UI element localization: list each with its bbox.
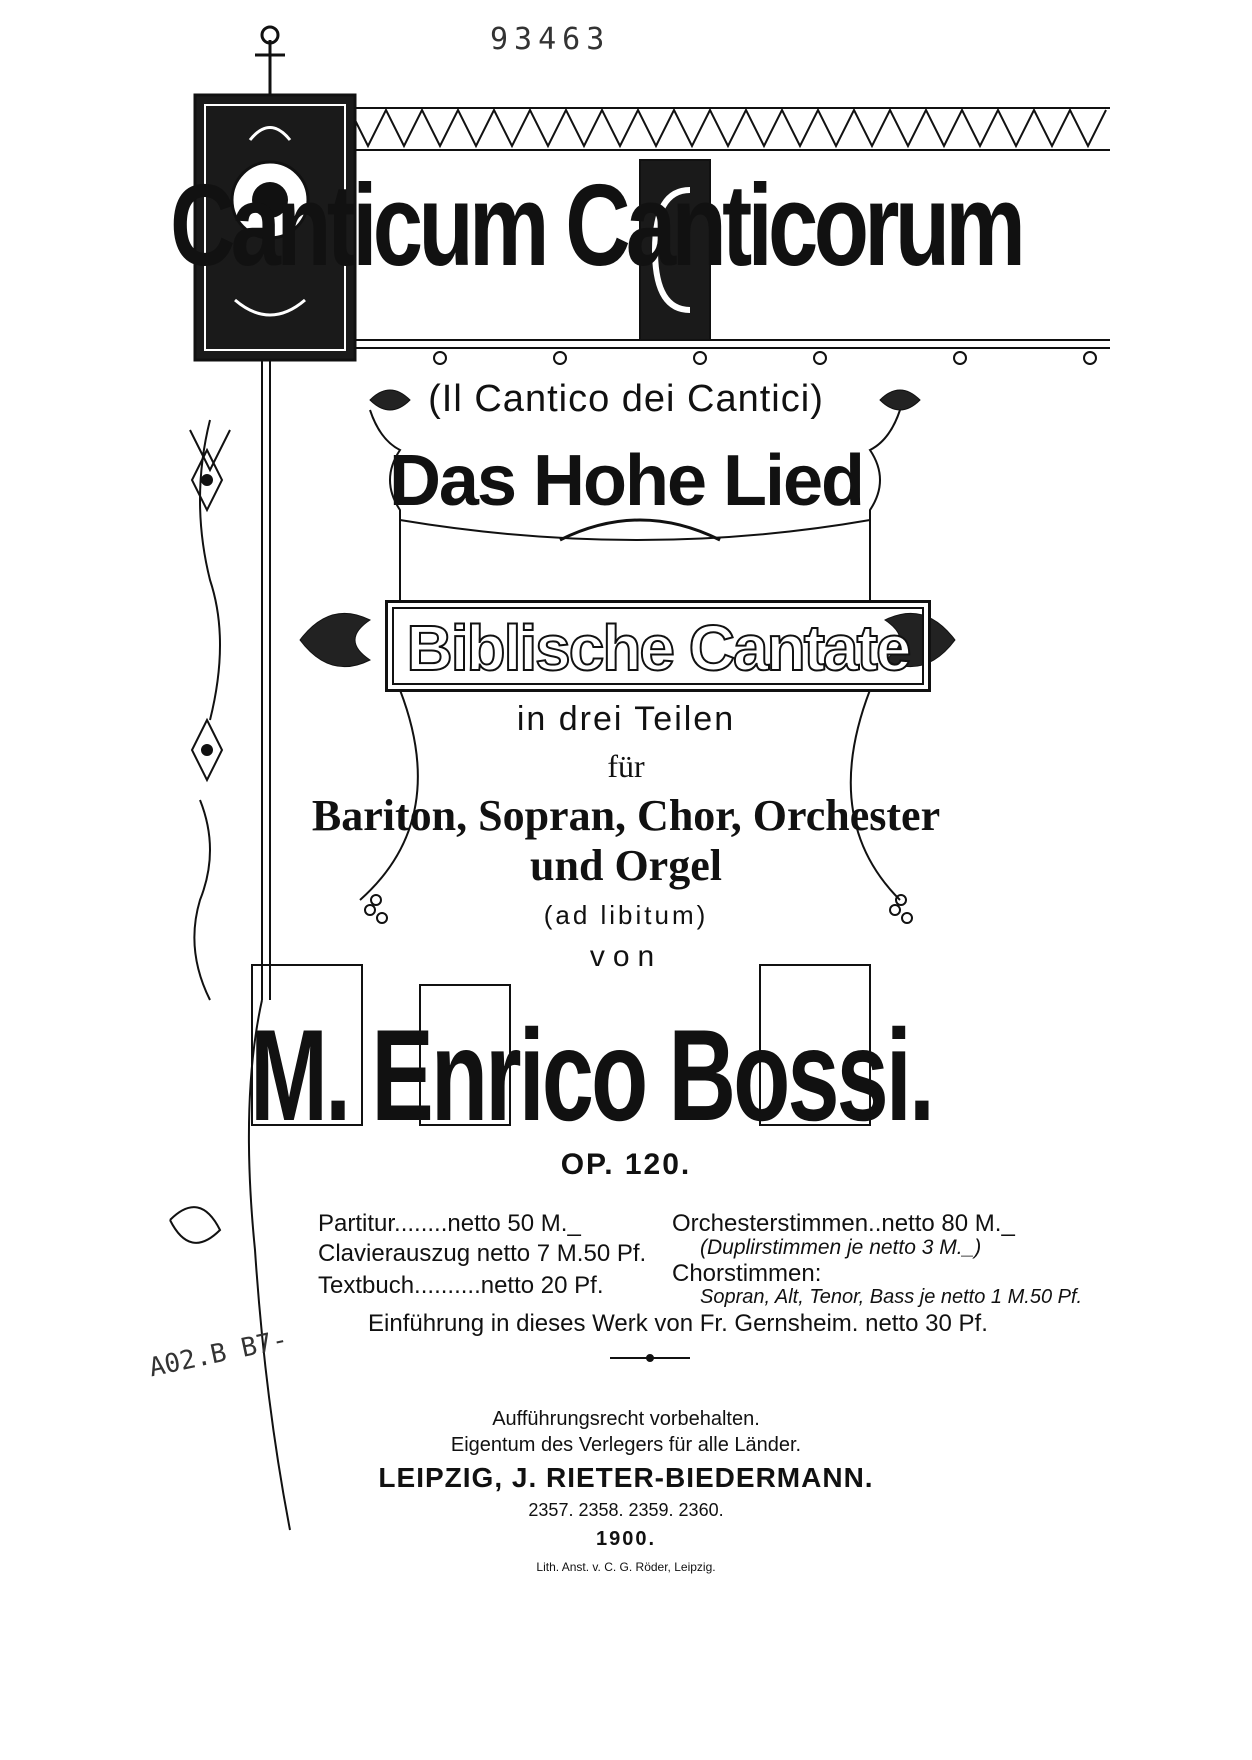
- composer-block: [250, 1000, 1090, 1148]
- scoring-line-1: Bariton, Sopran, Chor, Orchester: [311, 791, 941, 840]
- lithographer-credit: Lith. Anst. v. C. G. Röder, Leipzig.: [536, 1560, 716, 1574]
- by-label: von: [589, 940, 663, 973]
- handwritten-note: A02.B B7-: [146, 1324, 291, 1384]
- price-chorstimmen: Chorstimmen:: [672, 1260, 822, 1287]
- plate-numbers: 2357. 2358. 2359. 2360.: [528, 1500, 724, 1520]
- publication-year: 1900.: [595, 1528, 657, 1550]
- title-block: [170, 58, 1130, 358]
- for-label: für: [607, 748, 645, 784]
- price-partitur: Partitur........netto 50 M._: [318, 1210, 581, 1237]
- ad-libitum-label: (ad libitum): [543, 900, 709, 930]
- price-divider: [610, 1355, 690, 1361]
- scoring-line-2: und Orgel: [530, 841, 722, 890]
- price-duplirstimmen: (Duplirstimmen je netto 3 M._): [700, 1236, 982, 1259]
- price-textbuch: Textbuch..........netto 20 Pf.: [318, 1272, 604, 1299]
- parts-label: in drei Teilen: [516, 700, 736, 738]
- genre-box: [385, 600, 931, 692]
- price-einfuehrung: Einführung in dieses Werk von Fr. Gernsheim. netto 30 Pf.: [368, 1310, 988, 1337]
- page-title: Canticum Canticorum: [170, 160, 1022, 290]
- composer-name: M. Enrico Bossi.: [250, 1002, 933, 1148]
- publisher-name: LEIPZIG, J. RIETER-BIEDERMANN.: [378, 1462, 874, 1493]
- subtitle-german: Das Hohe Lied: [388, 441, 864, 521]
- catalog-number: 93463: [490, 22, 611, 57]
- opus-number: OP. 120.: [560, 1148, 692, 1181]
- subtitle-italian: (Il Cantico dei Cantici): [428, 378, 824, 420]
- genre-label: Biblische Cantate: [406, 612, 910, 684]
- price-orchesterstimmen: Orchesterstimmen..netto 80 M._: [672, 1210, 1015, 1237]
- rights-line-1: Aufführungsrecht vorbehalten.: [492, 1408, 760, 1430]
- price-chorstimmen-detail: Sopran, Alt, Tenor, Bass je netto 1 M.50 Pf.: [700, 1286, 1083, 1308]
- rights-line-2: Eigentum des Verlegers für alle Länder.: [450, 1434, 802, 1456]
- price-clavierauszug: Clavierauszug netto 7 M.50 Pf.: [318, 1240, 647, 1267]
